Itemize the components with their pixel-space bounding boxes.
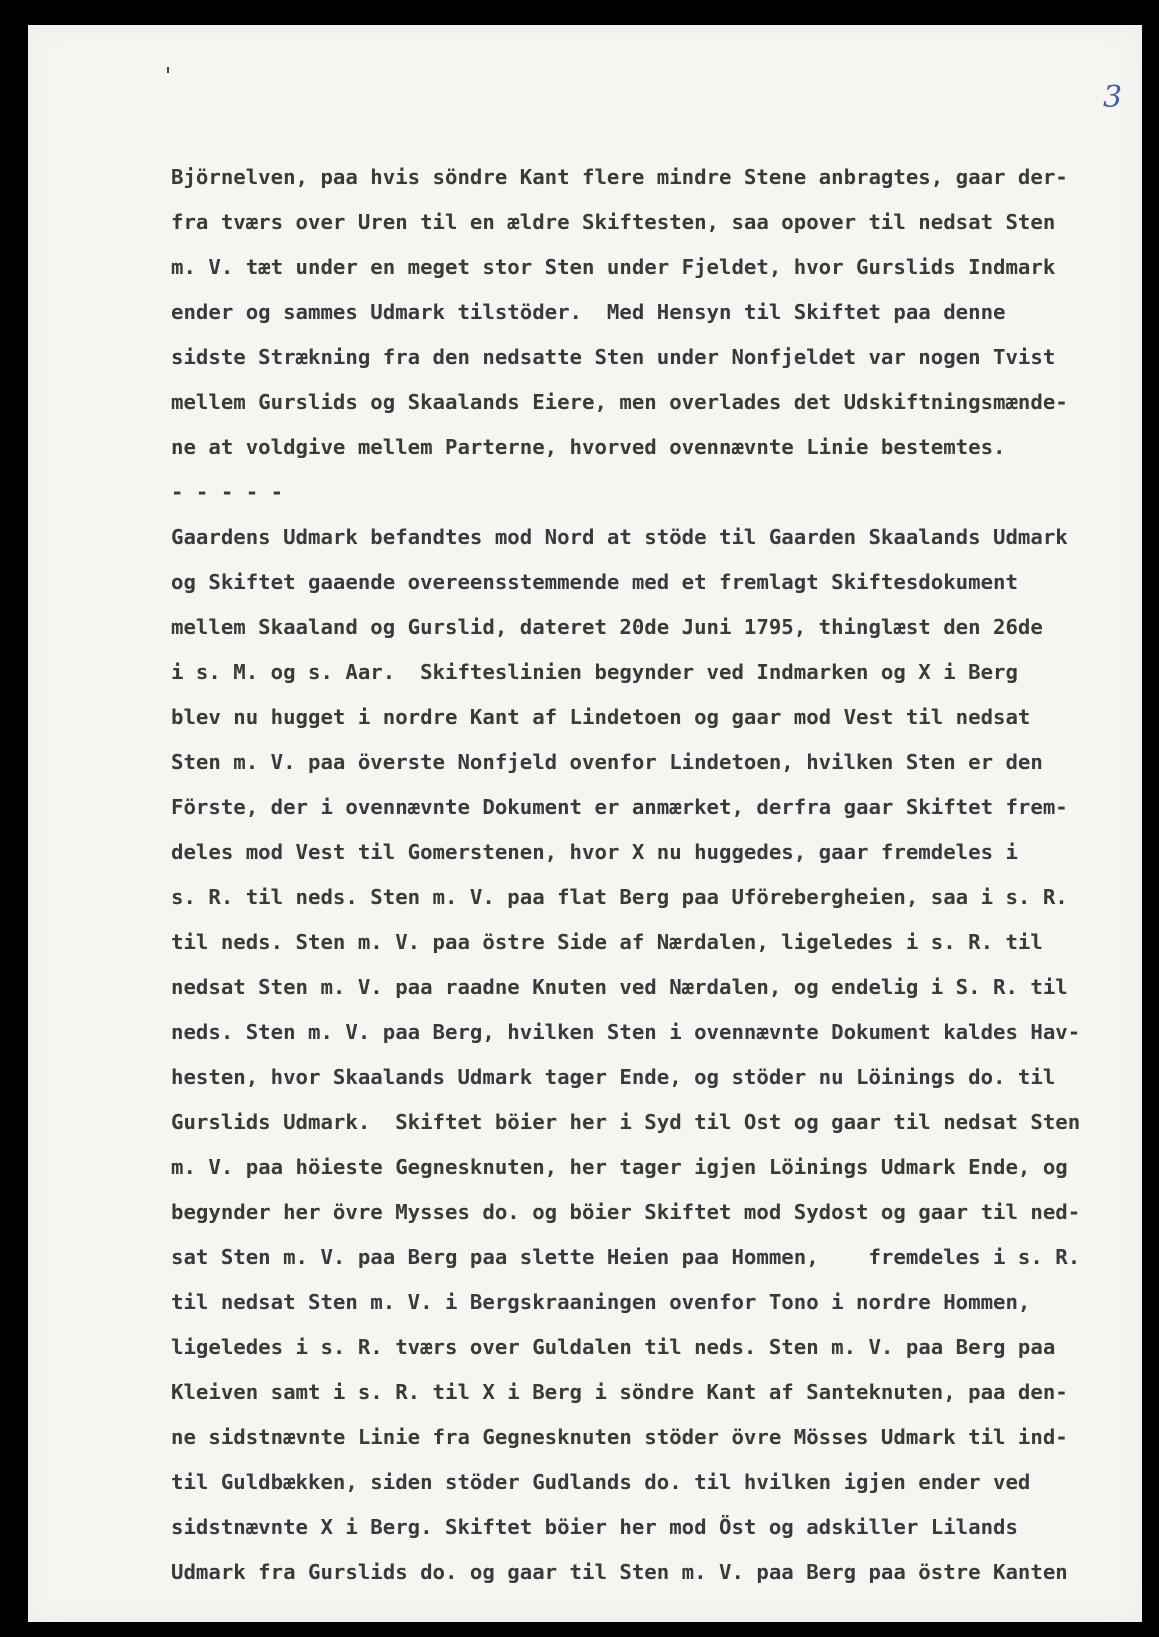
text-line: i s. M. og s. Aar. Skifteslinien begynder ved Indmarken og X i Berg [171, 660, 1018, 684]
text-line: Gaardens Udmark befandtes mod Nord at stöde til Gaarden Skaalands Udmark [171, 525, 1068, 549]
text-line: m. V. paa höieste Gegnesknuten, her tager igjen Löinings Udmark Ende, og [171, 1155, 1068, 1179]
text-line: mellem Skaaland og Gurslid, dateret 20de Juni 1795, thinglæst den 26de [171, 615, 1043, 639]
text-line: til neds. Sten m. V. paa östre Side af Nærdalen, ligeledes i s. R. til [171, 930, 1043, 954]
text-line: begynder her övre Mysses do. og böier Skiftet mod Sydost og gaar til ned- [171, 1200, 1081, 1224]
text-line: ne at voldgive mellem Parterne, hvorved ovennævnte Linie bestemtes. [171, 435, 1006, 459]
text-line: deles mod Vest til Gomerstenen, hvor X nu huggedes, gaar fremdeles i [171, 840, 1018, 864]
text-line: til nedsat Sten m. V. i Bergskraaningen ovenfor Tono i nordre Hommen, [171, 1290, 1031, 1314]
text-line: Gurslids Udmark. Skiftet böier her i Syd til Ost og gaar til nedsat Sten [171, 1110, 1081, 1134]
text-line: ender og sammes Udmark tilstöder. Med Hensyn til Skiftet paa denne [171, 300, 1006, 324]
text-line: fra tværs over Uren til en ældre Skiftesten, saa opover til nedsat Sten [171, 210, 1056, 234]
text-line: Udmark fra Gurslids do. og gaar til Sten m. V. paa Berg paa östre Kanten [171, 1560, 1068, 1584]
text-line: s. R. til neds. Sten m. V. paa flat Berg paa Uförebergheien, saa i s. R. [171, 885, 1068, 909]
text-line: sidstnævnte X i Berg. Skiftet böier her mod Öst og adskiller Lilands [171, 1515, 1018, 1539]
text-line: sidste Strækning fra den nedsatte Sten under Nonfjeldet var nogen Tvist [171, 345, 1056, 369]
text-line: neds. Sten m. V. paa Berg, hvilken Sten i ovennævnte Dokument kaldes Hav- [171, 1020, 1081, 1044]
typewritten-text [171, 155, 1159, 1595]
scan-speck [167, 67, 169, 73]
text-line: m. V. tæt under en meget stor Sten under Fjeldet, hvor Gurslids Indmark [171, 255, 1056, 279]
text-line: hesten, hvor Skaalands Udmark tager Ende, og stöder nu Löinings do. til [171, 1065, 1056, 1089]
text-line: ne sidstnævnte Linie fra Gegnesknuten stöder övre Mösses Udmark til ind- [171, 1425, 1068, 1449]
text-line: sat Sten m. V. paa Berg paa slette Heien paa Hommen, fremdeles i s. R. [171, 1245, 1081, 1269]
text-line: blev nu hugget i nordre Kant af Lindetoen og gaar mod Vest til nedsat [171, 705, 1031, 729]
text-line: og Skiftet gaaende overeensstemmende med et fremlagt Skiftesdokument [171, 570, 1018, 594]
text-line: Förste, der i ovennævnte Dokument er anmærket, derfra gaar Skiftet frem- [171, 795, 1068, 819]
text-line: Sten m. V. paa överste Nonfjeld ovenfor Lindetoen, hvilken Sten er den [171, 750, 1043, 774]
page-number: 3 [1103, 80, 1123, 115]
text-line: mellem Gurslids og Skaalands Eiere, men overlades det Udskiftningsmænde- [171, 390, 1068, 414]
document-page [28, 25, 1142, 1622]
text-line: nedsat Sten m. V. paa raadne Knuten ved Nærdalen, og endelig i S. R. til [171, 975, 1068, 999]
section-divider: - - - - - [171, 480, 284, 504]
text-line: til Guldbækken, siden stöder Gudlands do. til hvilken igjen ender ved [171, 1470, 1031, 1494]
text-line: Björnelven, paa hvis söndre Kant flere mindre Stene anbragtes, gaar der- [171, 165, 1068, 189]
text-line: ligeledes i s. R. tværs over Guldalen til neds. Sten m. V. paa Berg paa [171, 1335, 1056, 1359]
text-line: Kleiven samt i s. R. til X i Berg i söndre Kant af Santeknuten, paa den- [171, 1380, 1068, 1404]
